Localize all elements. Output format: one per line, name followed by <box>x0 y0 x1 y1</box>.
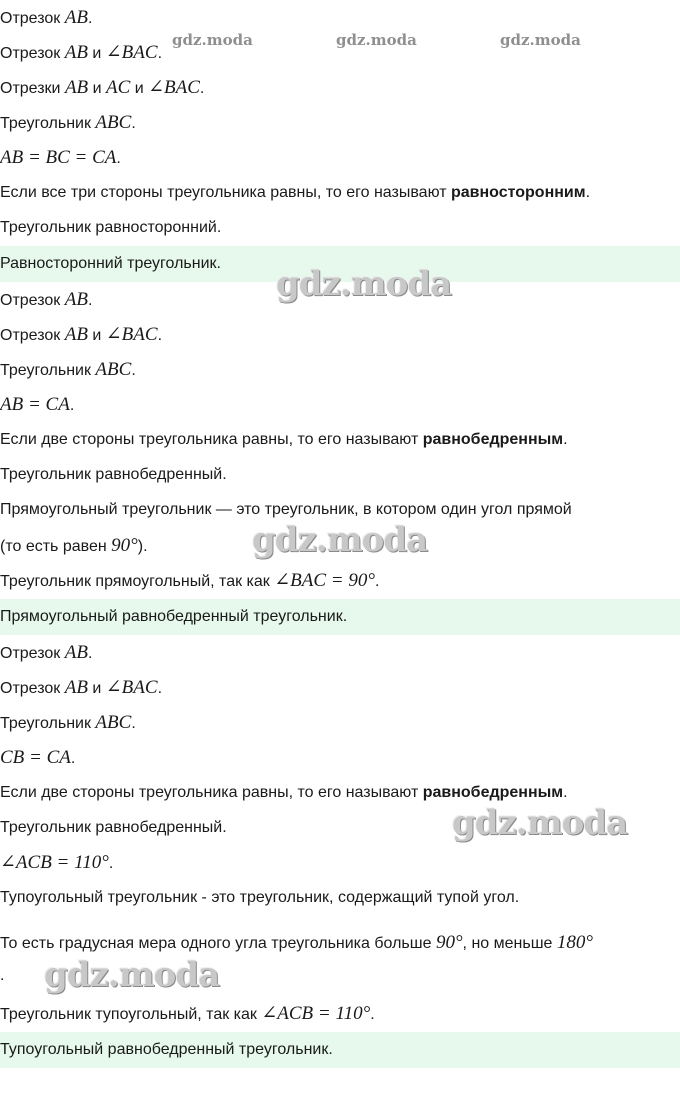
text-line: То есть градусная мера одного угла треугольника больше 90°, но меньше 180° <box>0 932 593 953</box>
text-line: Отрезок AB. <box>0 642 93 663</box>
text-line: Треугольник ABC. <box>0 112 136 133</box>
watermark: gdz.moda <box>172 31 253 49</box>
formula-line: AB = BC = CA. <box>0 147 121 168</box>
text-line: Отрезок AB. <box>0 7 93 28</box>
conclusion-banner: Тупоугольный равнобедренный треугольник. <box>0 1032 680 1068</box>
watermark: gdz.moda <box>276 264 452 304</box>
text-line: Отрезок AB. <box>0 289 93 310</box>
text-line: Если все три стороны треугольника равны, то его называют равносторонним. <box>0 184 591 201</box>
watermark: gdz.moda <box>44 955 220 995</box>
watermark: gdz.moda <box>500 31 581 49</box>
watermark: gdz.moda <box>336 31 417 49</box>
text-line: Треугольник тупоугольный, так как ∠ACB = 110°. <box>0 1003 375 1024</box>
watermark: gdz.moda <box>252 520 428 560</box>
text-line: (то есть равен 90°). <box>0 535 148 556</box>
formula-line: ∠ACB = 110°. <box>0 852 114 873</box>
watermark: gdz.moda <box>452 803 628 843</box>
conclusion-banner: Прямоугольный равнобедренный треугольник. <box>0 599 680 635</box>
text-line: Прямоугольный треугольник — это треугольник, в котором один угол прямой <box>0 501 572 518</box>
text-line: Отрезок AB и ∠BAC. <box>0 324 163 345</box>
text-line: Тупоугольный треугольник - это треугольник, содержащий тупой угол. <box>0 889 520 906</box>
text-line: Отрезок AB и ∠BAC. <box>0 677 163 698</box>
text-line: Отрезки AB и AC и ∠BAC. <box>0 77 205 98</box>
text-line: Если две стороны треугольника равны, то его называют равнобедренным. <box>0 784 568 801</box>
text-line: Треугольник прямоугольный, так как ∠BAC = 90°. <box>0 570 380 591</box>
text-line: Треугольник равнобедренный. <box>0 819 227 836</box>
text-line: Треугольник ABC. <box>0 712 136 733</box>
conclusion-banner: Равносторонний треугольник. <box>0 246 680 282</box>
formula-line: CB = CA. <box>0 747 76 768</box>
text-line: Треугольник равносторонний. <box>0 219 222 236</box>
text-line: Треугольник ABC. <box>0 359 136 380</box>
text-line: . <box>0 967 5 984</box>
formula-line: AB = CA. <box>0 394 75 415</box>
text-line: Если две стороны треугольника равны, то его называют равнобедренным. <box>0 431 568 448</box>
text-line: Отрезок AB и ∠BAC. <box>0 42 163 63</box>
text-line: Треугольник равнобедренный. <box>0 466 227 483</box>
